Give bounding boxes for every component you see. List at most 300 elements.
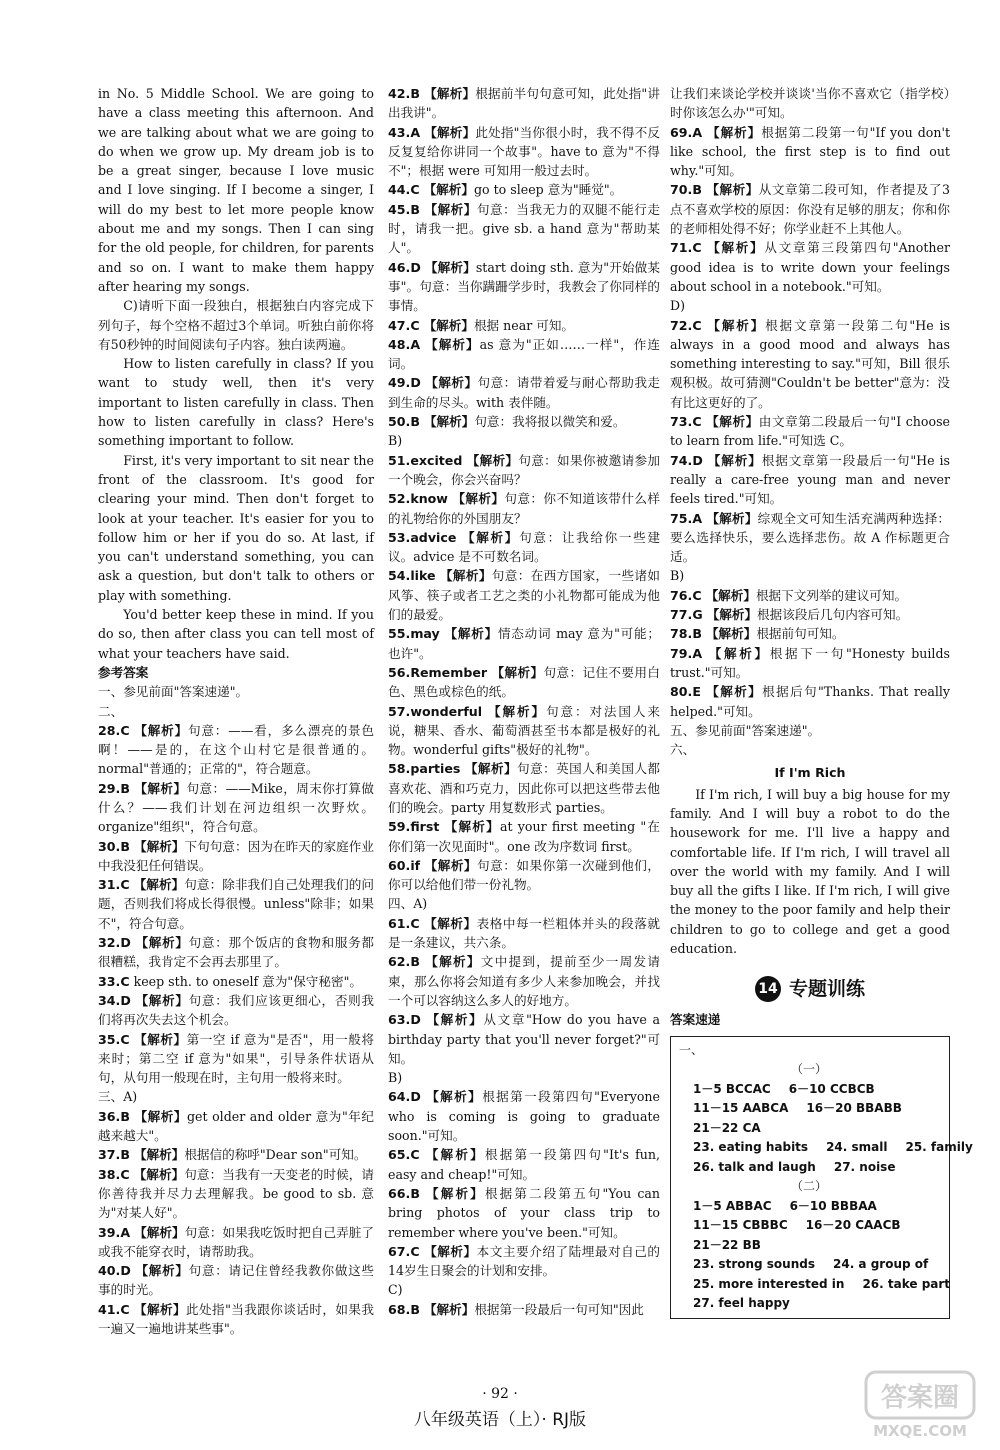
analysis-text: 根据文章第一段第二句"He is always in a good mood and always has something interesting to say."可知，Bill 很乐观积极。故可猜测"Couldn't be better"意为：没有比这更好的了。 (670, 317, 950, 410)
answer-number: 76. (670, 587, 693, 603)
analysis-tag: 【解析】 (426, 1185, 485, 1201)
answer-choice: advice (410, 529, 457, 545)
answer-item (670, 412, 950, 451)
answer-choice: excited (410, 452, 463, 468)
answer-choice: A (120, 1224, 131, 1240)
answer-number: 75. (670, 510, 693, 526)
analysis-tag: 【解析】 (424, 857, 478, 873)
answer-item (388, 258, 660, 316)
answer-item (388, 373, 660, 412)
analysis-text: 此处指"当你很小时，我不得不反反复复给你讲同一个故事"。have to 意为"不得不"；根据 were 可知用一般过去时。 (388, 124, 660, 179)
analysis-tag: 【解析】 (706, 510, 758, 526)
analysis-tag: 【解析】 (425, 1147, 485, 1163)
answer-number: 46. (388, 259, 411, 275)
section-2-label: 二、 (98, 703, 124, 719)
analysis-text: 句意：当我有一天变老的时候，请你善待我并尽力去理解我。be good to sb. 意为"对某人好"。 (98, 1166, 375, 1221)
analysis-tag: 【解析】 (707, 124, 762, 140)
analysis-text: get older and older 意为"年纪越来越大"。 (98, 1108, 374, 1144)
answer-number: 34. (98, 992, 121, 1008)
analysis-tag: 【解析】 (705, 626, 757, 642)
book-title: 八年级英语（上）· RJ版 (413, 1410, 587, 1430)
answer-item (388, 335, 660, 374)
analysis-tag: 【解析】 (707, 452, 762, 468)
answer-choice: C (410, 915, 420, 931)
answer-choice: parties (410, 761, 461, 777)
answer-choice: A (692, 510, 703, 526)
answer-item (670, 451, 950, 509)
answer-item (388, 1087, 660, 1145)
answer-item (388, 180, 660, 199)
answer-number: 45. (388, 201, 411, 217)
analysis-text: 句意：我将报以微笑和爱。 (474, 414, 626, 430)
column-right (670, 84, 973, 1319)
section-4-label: 四、A) (388, 896, 428, 912)
analysis-text: 下句句意：因为在昨天的家庭作业中我没犯任何错误。 (98, 838, 374, 873)
page-number: · 92 · (482, 1386, 518, 1402)
analysis-tag: 【解析】 (134, 1108, 187, 1124)
answer-choice: wonderful (410, 703, 483, 719)
answer-choice: B (410, 201, 420, 217)
analysis-tag: 【解析】 (424, 124, 476, 140)
answer-choice: C (692, 587, 702, 603)
section-3-label: 三、A) (98, 1089, 138, 1105)
analysis-text: 句意：在西方国家，一些诸如风筝、筷子或者工艺之类的小礼物都可能成为他们的最爱。 (388, 568, 661, 623)
section-heading (670, 976, 950, 1002)
analysis-text: 句意：如果你第一次碰到他们，你可以给他们带一份礼物。 (388, 857, 660, 893)
answer-number: 36. (98, 1108, 121, 1124)
analysis-text: 句意：——看，多么漂亮的景色啊！——是的，在这个山村它是很普通的。normal"普通的；正常的"，符合题意。 (98, 722, 374, 777)
answer-choice: B (120, 780, 130, 796)
answer-choice: E (692, 684, 701, 700)
analysis-text: 句意：除非我们自己处理我们的问题，否则我们将成长得很慢。unless"除非；如果不"，符合句意。 (98, 877, 375, 931)
answer-number: 72. (670, 317, 693, 333)
answer-choice: C (410, 182, 420, 198)
analysis-tag: 【解析】 (423, 182, 474, 198)
answer-number: 58. (388, 761, 411, 777)
analysis-text: 句意：请记住曾经我教你做这些事的时光。 (98, 1263, 374, 1298)
answer-number: 63. (388, 1012, 411, 1028)
answer-choice: Remember (410, 664, 488, 680)
box-row (679, 1158, 939, 1178)
analysis-text: 从文章"How do you have a birthday party that you'll never forget?"可知。 (388, 1012, 661, 1066)
answer-number: 30. (98, 838, 121, 854)
box-answer: 16－20 BBABB (806, 1101, 902, 1116)
analysis-tag: 【解析】 (133, 1166, 185, 1182)
analysis-tag: 【解析】 (707, 240, 765, 256)
answer-choice: C (120, 1031, 130, 1047)
answer-number: 69. (670, 124, 693, 140)
analysis-tag: 【解析】 (488, 703, 546, 719)
analysis-tag: 【解析】 (133, 838, 185, 854)
answer-item (670, 316, 950, 412)
analysis-tag: 【解析】 (133, 877, 185, 893)
essay-title: If I'm Rich (774, 765, 846, 781)
answer-item (98, 1165, 374, 1223)
answer-list-28-35 (98, 721, 374, 1088)
answer-item (670, 123, 950, 181)
answer-item (388, 316, 660, 335)
answer-item (98, 991, 374, 1030)
box-part-2-label: （二） (790, 1179, 827, 1194)
answer-item (388, 914, 660, 953)
answer-item (670, 644, 950, 683)
answer-number: 60. (388, 857, 411, 873)
analysis-tag: 【解析】 (706, 414, 759, 430)
answer-number: 37. (98, 1147, 121, 1163)
answer-choice: D (410, 1012, 421, 1028)
answer-number: 43. (388, 124, 411, 140)
watermark-text: 答案圈 (880, 1383, 960, 1413)
answer-number: 53. (388, 529, 411, 545)
analysis-text: 根据信的称呼"Dear son"可知。 (184, 1147, 367, 1163)
analysis-tag: 【解析】 (423, 317, 474, 333)
analysis-text: 根据下文列举的建议可知。 (755, 587, 908, 603)
continued-explanation: 让我们来谈论学校并谈谈'当你不喜欢它（指学校）时你该怎么办'"可知。 (670, 86, 950, 121)
answer-number: 35. (98, 1031, 121, 1047)
analysis-tag: 【解析】 (425, 954, 481, 970)
box-answer: 1－5 BCCAC (693, 1081, 771, 1096)
box-section-label: 一、 (679, 1042, 704, 1057)
answer-list-51-60 (388, 451, 660, 895)
column-middle (388, 84, 660, 1319)
analysis-text: at your first meeting "在你们第一次见面时"。one 改为序数词 first。 (388, 819, 660, 854)
analysis-tag: 【解析】 (424, 201, 477, 217)
answer-choice: B (692, 626, 702, 642)
analysis-tag: 【解析】 (134, 1031, 187, 1047)
answer-choice: D (410, 259, 421, 275)
analysis-tag: 【解析】 (444, 626, 498, 642)
answer-item (388, 624, 660, 663)
box-answer: 24. small (826, 1140, 888, 1155)
analysis-tag: 【解析】 (426, 1012, 484, 1028)
analysis-text: 根据后句"Thanks. That really helped."可知。 (670, 684, 950, 719)
analysis-text: 句意：你不知道该带什么样的礼物给你的外国朋友？ (388, 491, 661, 526)
answer-item (388, 663, 660, 702)
analysis-text: 句意：如果你被邀请参加一个晚会，你会兴奋吗？ (388, 452, 661, 487)
answer-number: 78. (670, 626, 693, 642)
analysis-tag: 【解析】 (491, 664, 544, 680)
answer-item (98, 1300, 374, 1339)
answer-number: 74. (670, 452, 693, 468)
analysis-text: 第一空 if 意为"是否"，用一般将来时；第二空 if 意为"如果"，引导条件状语从句，从句用一般现在时，主句用一般将来时。 (98, 1031, 375, 1086)
answer-choice: may (410, 626, 440, 642)
analysis-tag: 【解析】 (135, 1263, 189, 1279)
answer-express-label: 答案速递 (670, 1012, 721, 1028)
answer-item (388, 759, 660, 817)
answer-list-69-71 (670, 123, 950, 297)
answer-item (388, 84, 660, 123)
answer-number: 65. (388, 1147, 411, 1163)
essay-body: If I'm rich, I will buy a big house for my family. And I will buy a robot to do the housework for me. I'll live a happy and comfortable life. If I'm rich, I will travel all over the world with my family. And I will buy all the gifts I like. If I'm rich, I will give the money to the poor family and help their children to go to college and get a good education. (670, 786, 950, 957)
box-row (679, 1255, 939, 1275)
answer-choice: C (410, 1147, 420, 1163)
answer-item (98, 1030, 374, 1088)
analysis-tag: 【解析】 (424, 259, 476, 275)
passage-c-intro: C)请听下面一段独白，根据独白内容完成下列句子，每个空格不超过3个单词。听独白前你将有50秒钟的时间阅读句子内容。独白读两遍。 (98, 298, 374, 352)
answer-choice: B (410, 954, 420, 970)
watermark-logo (864, 1370, 976, 1442)
answer-number: 41. (98, 1301, 121, 1317)
answer-number: 77. (670, 607, 693, 623)
box-row (679, 1197, 939, 1217)
answer-choice: B (692, 182, 702, 198)
answer-choice: know (410, 491, 448, 507)
section-title: 专题训练 (788, 977, 865, 1000)
answer-choice: D (120, 992, 131, 1008)
analysis-tag: 【解析】 (705, 587, 756, 603)
analysis-tag: 【解析】 (134, 1224, 185, 1240)
answer-number: 80. (670, 684, 693, 700)
answer-item (670, 238, 950, 296)
box-answer: 23. eating habits (693, 1140, 809, 1155)
box-answer: 16－20 CAACB (805, 1218, 901, 1233)
answer-choice: if (410, 857, 421, 873)
answer-number: 54. (388, 568, 411, 584)
answer-choice: C (410, 317, 420, 333)
answer-choice: D (120, 1263, 131, 1279)
box-row (679, 1275, 951, 1295)
analysis-text: 从文章第三段第四句"Another good idea is to write down your feelings about school in a notebook."可知。 (670, 240, 950, 294)
analysis-tag: 【解析】 (135, 992, 189, 1008)
answer-item (388, 1184, 660, 1242)
answer-choice: A (410, 336, 421, 352)
answer-item (388, 1145, 660, 1184)
answer-item (98, 779, 374, 837)
box-row (679, 1216, 939, 1236)
answer-number: 57. (388, 703, 411, 719)
answer-choice: B (410, 1185, 420, 1201)
answer-item (670, 586, 950, 605)
passage-c-paragraph-3: You'd better keep these in mind. If you do so, then after class you can tell most of what your teachers have said. (98, 607, 374, 661)
analysis-tag: 【解析】 (706, 182, 759, 198)
analysis-text: 根据第二段第一句"If you don't like school, the first step is to find out why."可知。 (670, 124, 950, 179)
answer-number: 71. (670, 240, 693, 256)
box-answer: 27. feel happy (693, 1296, 790, 1311)
analysis-text: 根据 near 可知。 (473, 317, 575, 333)
answer-number: 66. (388, 1185, 411, 1201)
box-answer: 21－22 CA (693, 1120, 761, 1135)
answer-item (388, 451, 660, 490)
answer-list-42-50 (388, 84, 660, 431)
answer-choice: B (120, 1108, 130, 1124)
analysis-text: keep sth. to oneself 意为"保守秘密"。 (133, 973, 362, 989)
answer-choice: C (410, 1243, 420, 1259)
answer-number: 59. (388, 819, 411, 835)
column-left (98, 84, 374, 1338)
box-answer: 24. a group of (833, 1257, 929, 1272)
analysis-tag: 【解析】 (462, 529, 520, 545)
answer-item (388, 1010, 660, 1068)
answer-choice: A (410, 124, 421, 140)
analysis-tag: 【解析】 (426, 1089, 483, 1105)
answer-number: 38. (98, 1166, 121, 1182)
answer-item (670, 509, 950, 567)
answer-choice: G (692, 607, 703, 623)
answer-choice: A (692, 645, 703, 661)
analysis-text: start doing sth. 意为"开始做某事"。句意：当你蹒跚学步时，我教会了你同样的事情。 (388, 259, 660, 314)
answer-list-64-67 (388, 1087, 660, 1280)
section-6-label: 六、 (670, 742, 696, 758)
reference-answers-heading: 参考答案 (98, 664, 149, 680)
analysis-tag: 【解析】 (706, 684, 763, 700)
answer-number: 48. (388, 336, 411, 352)
analysis-text: 句意：那个饭店的食物和服务都很糟糕，我肯定不会再去那里了。 (98, 935, 374, 970)
answer-number: 73. (670, 414, 693, 430)
answer-choice: C (692, 240, 702, 256)
analysis-tag: 【解析】 (424, 915, 477, 931)
answer-number: 49. (388, 375, 411, 391)
analysis-tag: 【解析】 (425, 336, 480, 352)
analysis-text: 句意：——Mike，周末你打算做什么？——我们计划在河边组织一次野炊。organize"组织"，符合句意。 (98, 780, 374, 835)
analysis-tag: 【解析】 (424, 1243, 477, 1259)
box-answer: 1－5 ABBAC (693, 1198, 772, 1213)
section-number-badge: 14 (755, 976, 781, 1002)
answer-number: 32. (98, 935, 121, 951)
analysis-tag: 【解析】 (444, 819, 500, 835)
answer-item (670, 682, 950, 721)
answer-choice: C (120, 1166, 130, 1182)
answer-item (388, 566, 660, 624)
box-answer: 27. noise (833, 1159, 896, 1174)
answer-number: 56. (388, 664, 411, 680)
box-row (679, 1294, 939, 1314)
answer-number: 44. (388, 182, 411, 198)
answer-item (98, 721, 374, 779)
box-answer: 6－10 CCBCB (788, 1081, 875, 1096)
analysis-tag: 【解析】 (707, 317, 766, 333)
answer-choice: C (692, 414, 702, 430)
box-answer: 25. more interested in (693, 1276, 845, 1291)
analysis-text: 句意：对法国人来说，糖果、香水、葡萄酒甚至书本都是极好的礼物。wonderful gifts"极好的礼物"。 (388, 703, 660, 758)
analysis-text: 此处指"当我跟你谈话时，如果我一遍又一遍地讲某些事"。 (98, 1301, 374, 1336)
box-row (679, 1099, 939, 1119)
box-answer: 23. strong sounds (693, 1257, 815, 1272)
analysis-text: 句意：我们应该更细心，否则我们将再次失去这个机会。 (98, 992, 374, 1028)
answer-list-72-75 (670, 316, 950, 567)
answer-choice: D (120, 935, 131, 951)
answer-choice: B (120, 838, 130, 854)
answer-number: 61. (388, 915, 411, 931)
analysis-text: 由文章第二段最后一句"I choose to learn from life."可知选 C。 (670, 414, 951, 449)
sub-c-label: C) (388, 1282, 403, 1298)
answer-item (98, 837, 374, 876)
answer-item (388, 702, 660, 760)
answer-item (98, 1261, 374, 1300)
answer-number: 40. (98, 1263, 121, 1279)
section-5-note: 五、参见前面"答案速递"。 (670, 722, 821, 738)
analysis-text: 从文章第二段可知，作者提及了3点不喜欢学校的原因：你没有足够的朋友；你和你的老师相处得不好；你学业赶不上其他人。 (670, 182, 951, 237)
answer-item (98, 1223, 374, 1262)
analysis-tag: 【解析】 (133, 1301, 187, 1317)
answer-item (388, 528, 660, 567)
answer-list-76-80 (670, 586, 950, 721)
box-answer: 26. take part (862, 1276, 951, 1291)
answer-number: 67. (388, 1243, 411, 1259)
analysis-tag: 【解析】 (423, 414, 475, 430)
analysis-text: 句意：当我无力的双腿不能行走时，请我一把。give sb. a hand 意为"帮助某人"。 (388, 201, 661, 256)
analysis-tag: 【解析】 (466, 452, 519, 468)
answer-list-36-41 (98, 1107, 374, 1339)
box-answer: 21－22 BB (693, 1237, 761, 1252)
answer-number: 79. (670, 645, 693, 661)
answer-number: 39. (98, 1224, 121, 1240)
answer-choice: D (692, 452, 703, 468)
analysis-tag: 【解析】 (135, 935, 189, 951)
box-answer: 6－10 BBBAA (789, 1198, 877, 1213)
sub-d-label: D) (670, 298, 686, 314)
analysis-tag: 【解析】 (134, 780, 187, 796)
answer-item (98, 1107, 374, 1146)
analysis-tag: 【解析】 (708, 645, 770, 661)
answer-choice: C (120, 877, 130, 893)
answer-item (98, 972, 374, 991)
answer-choice: B (410, 86, 420, 101)
analysis-text: 句意：记住不要用白色、黑色或棕色的纸。 (388, 664, 661, 700)
answer-choice: first (410, 819, 440, 835)
answer-item (388, 412, 660, 431)
box-row (679, 1119, 939, 1139)
answer-number: 70. (670, 182, 693, 198)
analysis-text: 表格中每一栏粗体并头的段落就是一条建议，共六条。 (388, 915, 660, 951)
answer-item (388, 817, 660, 856)
answer-list-61-63 (388, 914, 660, 1068)
analysis-text: 句意：让我给你一些建议。advice 是不可数名词。 (388, 529, 661, 565)
answer-number: 64. (388, 1089, 411, 1105)
answer-item (388, 856, 660, 895)
answer-choice: B (410, 1301, 420, 1317)
analysis-text: 根据该段后几句内容可知。 (757, 607, 909, 623)
sub-b2-label: B) (388, 1070, 403, 1086)
analysis-tag: 【解析】 (452, 491, 505, 507)
analysis-tag: 【解析】 (464, 761, 518, 777)
box-part-1-label: （一） (790, 1062, 827, 1077)
box-row (679, 1080, 939, 1100)
analysis-text: 根据前句可知。 (756, 626, 845, 642)
analysis-tag: 【解析】 (134, 722, 188, 738)
answer-choice: B (120, 1147, 130, 1163)
analysis-text: 根据第一段第四句"Everyone who is coming is going to graduate soon."可知。 (388, 1089, 660, 1144)
answer-item (388, 952, 660, 1010)
analysis-tag: 【解析】 (424, 86, 476, 101)
box-answer: 11－15 CBBBC (693, 1218, 788, 1233)
sub-b-label-right: B) (670, 568, 685, 584)
analysis-tag: 【解析】 (706, 607, 758, 623)
answer-item (388, 200, 660, 258)
answer-item (388, 1300, 660, 1319)
answer-item (388, 489, 660, 528)
analysis-text: go to sleep 意为"睡觉"。 (473, 182, 623, 198)
analysis-text: 根据下一句"Honesty builds trust."可知。 (670, 645, 950, 680)
analysis-text: 句意：英国人和美国人都喜欢花、酒和巧克力，因此你可以把这些带去他们的晚会。party 用复数形式 parties。 (388, 761, 661, 815)
analysis-text: 根据第一段第四句"It's fun, easy and cheap!"可知。 (388, 1147, 660, 1182)
answer-item (388, 123, 660, 181)
answer-list-68 (388, 1300, 660, 1319)
answer-number: 50. (388, 414, 411, 430)
answer-choice: C (692, 317, 702, 333)
answer-choice: C (120, 973, 130, 989)
box-answer: 11－15 AABCA (693, 1101, 789, 1116)
analysis-text: 本文主要介绍了陆埋最对自己的14岁生日聚会的计划和安排。 (388, 1243, 660, 1279)
analysis-text: 根据第一段最后一句可知"因此 (474, 1301, 644, 1317)
answer-number: 62. (388, 954, 411, 970)
box-answer: 26. talk and laugh (693, 1159, 816, 1174)
box-answer: 25. family (905, 1140, 973, 1155)
answer-item (670, 624, 950, 643)
analysis-tag: 【解析】 (425, 375, 478, 391)
analysis-text: as 意为"正如……一样"，作连词。 (388, 336, 660, 372)
answer-number: 29. (98, 780, 121, 796)
answer-choice: like (410, 568, 436, 584)
